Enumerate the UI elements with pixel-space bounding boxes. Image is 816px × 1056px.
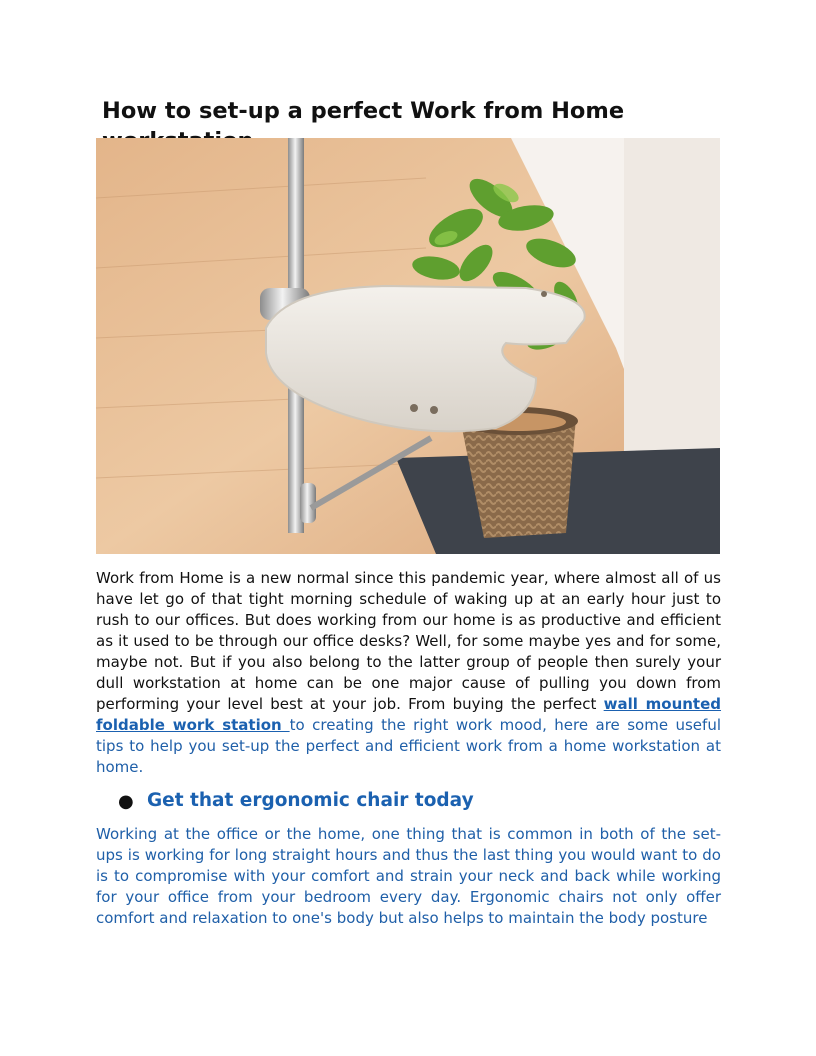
intro-text-continued: to creating the right work mood, here are some useful tips to help you set-up the perfect and efficient work from a home workstation at home. [96, 716, 721, 776]
section-heading: Get that ergonomic chair today [147, 790, 474, 811]
section-paragraph: Working at the office or the home, one thing that is common in both of the set- ups is working for long straight hours and thus the last thing you would want to do is to compromise with your comfort and strain your neck and back while working for your office from your bedroom every day. Ergonomic chairs not only offer comfort and relaxation to one's body but also helps to maintain the body posture [96, 825, 721, 927]
intro-text: Work from Home is a new normal since this pandemic year, where almost all of us have let go of that tight morning schedule of waking up at an early hour just to rush to our offices. But does working from our home is as productive and efficient as it used to be through our office desks? Well, for some maybe yes and for some, maybe not. But if you also belong to the latter group of people then surely your dull workstation at home can be one major cause of pulling you down from performing your level best at your job. From buying the perfect [96, 569, 721, 713]
foldable-work-station-link[interactable]: foldable work station [96, 716, 290, 734]
hero-image [96, 138, 720, 554]
page-title: How to set-up a perfect Work from Home [102, 98, 625, 124]
wall-mounted-link[interactable]: wall mounted [603, 695, 722, 713]
bullet-icon: ● [118, 791, 134, 812]
intro-paragraph [96, 568, 721, 778]
